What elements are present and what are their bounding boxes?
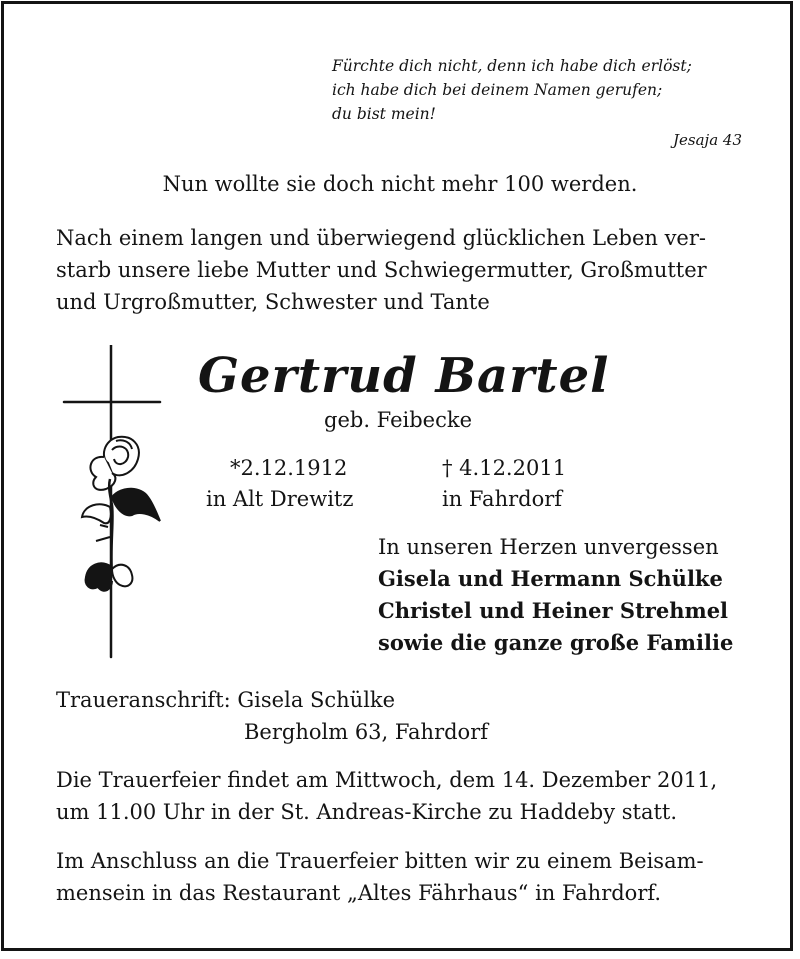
address-label: Traueranschrift: xyxy=(56,688,231,712)
deceased-name: Gertrud Bartel xyxy=(198,348,610,404)
death-info xyxy=(442,453,566,515)
quote-line: du bist mein! xyxy=(332,105,436,123)
death-date: † 4.12.2011 xyxy=(442,456,567,480)
birth-date: *2.12.1912 xyxy=(230,456,348,480)
quote-line: ich habe dich bei deinem Namen gerufen; xyxy=(332,81,663,99)
gathering-line: Im Anschluss an die Trauerfeier bitten wir zu einem Beisam- xyxy=(56,849,704,873)
ceremony-line: um 11.00 Uhr in der St. Andreas-Kirche zu Haddeby statt. xyxy=(56,800,678,824)
mourner-name: Christel und Heiner Strehmel xyxy=(378,598,729,623)
rose-icon xyxy=(82,437,160,591)
intro-paragraph xyxy=(56,222,746,318)
intro-line: und Urgroßmutter, Schwester und Tante xyxy=(56,290,490,314)
mourners-intro: In unseren Herzen unvergessen xyxy=(378,535,719,559)
birth-info xyxy=(206,453,353,515)
ceremony-line: Die Trauerfeier findet am Mittwoch, dem 14. Dezember 2011, xyxy=(56,768,718,792)
gathering-paragraph xyxy=(56,845,746,909)
death-place: in Fahrdorf xyxy=(442,487,563,511)
mourning-address xyxy=(56,684,395,716)
lead-line: Nun wollte sie doch nicht mehr 100 werden. xyxy=(162,172,638,196)
address-name: Gisela Schülke xyxy=(237,688,396,712)
mourner-name: sowie die ganze große Familie xyxy=(378,630,734,655)
address-street: Bergholm 63, Fahrdorf xyxy=(244,720,489,744)
cross-icon xyxy=(60,345,170,660)
quote-line: Fürchte dich nicht, denn ich habe dich erlöst; xyxy=(332,57,692,75)
intro-line: starb unsere liebe Mutter und Schwiegermutter, Großmutter xyxy=(56,258,707,282)
bible-quote xyxy=(332,54,742,152)
quote-source: Jesaja 43 xyxy=(673,131,742,149)
birth-place: in Alt Drewitz xyxy=(206,487,354,511)
ceremony-paragraph xyxy=(56,764,746,828)
maiden-name: geb. Feibecke xyxy=(324,408,473,432)
mourner-name: Gisela und Hermann Schülke xyxy=(378,566,723,591)
mourners-block xyxy=(378,532,733,659)
gathering-line: mensein in das Restaurant „Altes Fährhaus“ in Fahrdorf. xyxy=(56,881,662,905)
intro-line: Nach einem langen und überwiegend glücklichen Leben ver- xyxy=(56,226,706,250)
